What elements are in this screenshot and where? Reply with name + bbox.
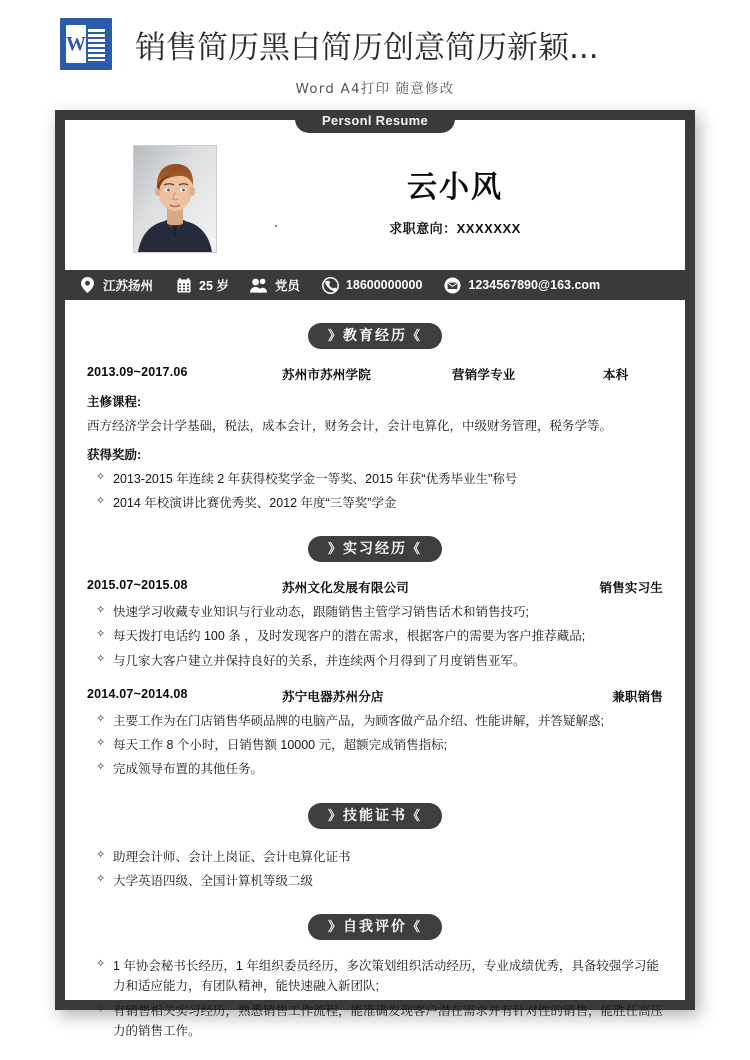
section-pill-skills <box>308 803 442 829</box>
list-item <box>87 735 663 755</box>
pill-bracket-right: 《 <box>407 807 423 823</box>
diamond-bullet-icon: ✧ <box>96 872 106 885</box>
diamond-bullet-icon: ✧ <box>96 652 106 665</box>
section-pill-education <box>308 323 442 349</box>
resume-tab-label: Personl Resume <box>295 110 455 133</box>
awards-list <box>87 469 663 514</box>
list-item <box>87 871 663 891</box>
internship-period: 2014.07~2014.08 <box>87 686 188 701</box>
promo-title: 销售简历黑白简历创意简历新颖... <box>135 29 599 66</box>
contact-phone-value: 18600000000 <box>345 278 423 292</box>
internship-bullet-text: 每天工作 8 个小时，日销售额 10000 元，超额完成销售指标; <box>113 738 448 753</box>
diamond-bullet-icon: ✧ <box>96 712 106 725</box>
education-school: 苏州市苏州学院 <box>282 367 371 382</box>
self-eval-text: 有销售相关实习经历，熟悉销售工作流程，能准确发现客户潜在需求并有针对性的销售，能胜任高压力的销售工作。 <box>113 1003 664 1038</box>
diamond-bullet-icon: ✧ <box>96 848 106 861</box>
internship-period: 2015.07~2015.08 <box>87 578 188 593</box>
contact-location-value: 江苏扬州 <box>103 279 154 293</box>
contact-email <box>444 277 600 294</box>
list-item <box>87 651 663 671</box>
internship-bullet-text: 完成领导布置的其他任务。 <box>113 762 264 777</box>
promo-banner <box>0 0 750 105</box>
internship-role: 销售实习生 <box>599 581 663 596</box>
diamond-bullet-icon: ✧ <box>96 1002 106 1015</box>
candidate-name: 云小风 <box>407 170 503 205</box>
diamond-bullet-icon: ✧ <box>96 737 106 750</box>
award-text: 2014 年校演讲比赛优秀奖、2012 年度“三等奖”学金 <box>113 495 397 510</box>
contact-phone <box>322 277 422 294</box>
pill-bracket-left: 》 <box>327 328 343 343</box>
internship-company: 苏州文化发展有限公司 <box>282 581 410 596</box>
resume-inner <box>65 120 685 1038</box>
internship-company: 苏宁电器苏州分店 <box>282 689 384 704</box>
section-pill-self-eval <box>308 914 442 940</box>
word-document-icon: W <box>60 18 112 70</box>
contact-age-value: 25 岁 <box>199 279 229 293</box>
education-period: 2013.09~2017.06 <box>87 364 188 379</box>
list-item <box>87 759 663 779</box>
pill-bracket-right: 《 <box>407 919 423 935</box>
pill-bracket-left: 》 <box>327 919 343 935</box>
diamond-bullet-icon: ✧ <box>96 604 106 617</box>
stray-dot <box>275 225 277 227</box>
diamond-bullet-icon: ✧ <box>96 628 106 641</box>
section-title-internship: 实习经历 <box>343 540 407 557</box>
promo-subtitle: Word A4打印 随意修改 <box>295 81 455 97</box>
contact-political-status-value: 党员 <box>274 279 300 293</box>
list-item <box>87 847 663 867</box>
list-item <box>87 956 663 997</box>
skill-text: 助理会计师、会计上岗证、会计电算化证书 <box>113 849 351 864</box>
phone-icon <box>322 277 339 294</box>
internship-row-2 <box>87 687 663 705</box>
education-degree: 本科 <box>603 367 629 382</box>
avatar <box>133 145 217 253</box>
promo-header-row <box>0 0 750 70</box>
self-eval-list <box>87 956 663 1041</box>
courses-label: 主修课程: <box>87 394 142 409</box>
list-item <box>87 711 663 731</box>
list-item <box>87 626 663 646</box>
award-text: 2013-2015 年连续 2 年获得校奖学金一等奖、2015 年获“优秀毕业生”称号 <box>113 471 518 486</box>
contact-political-status <box>251 276 300 294</box>
internship-bullet-text: 每天拨打电话约 100 条 ，及时发现客户的潜在需求，根据客户的需要为客户推荐藏品; <box>113 629 586 644</box>
resume-body <box>65 323 685 1041</box>
section-header-education <box>87 323 663 349</box>
internship-bullet-text: 与几家大客户建立并保持良好的关系，并连续两个月得到了月度销售亚军。 <box>113 653 526 668</box>
resume-page <box>55 110 695 1038</box>
internship-bullet-text: 快速学习收藏专业知识与行业动态，跟随销售主管学习销售话术和销售技巧; <box>113 605 529 620</box>
pill-bracket-right: 《 <box>407 328 423 343</box>
section-header-self-eval <box>87 914 663 940</box>
skills-list <box>87 847 663 892</box>
self-eval-text: 1 年协会秘书长经历，1 年组织委员经历，多次策划组织活动经历，专业成绩优秀，具备较强学习能力和适应能力，有团队精神，能快速融入新团队; <box>113 959 659 994</box>
contact-location <box>79 276 153 294</box>
education-row <box>87 365 663 383</box>
contact-age <box>175 276 229 294</box>
courses-text: 西方经济学会计学基础，税法，成本会计，财务会计，会计电算化，中级财务管理，税务学等。 <box>87 418 613 433</box>
skill-text: 大学英语四级、全国计算机等级二级 <box>113 873 314 888</box>
contact-email-value: 1234567890@163.com <box>468 278 601 292</box>
name-block <box>245 162 665 237</box>
people-icon <box>251 277 268 294</box>
section-title-education: 教育经历 <box>343 327 407 343</box>
list-item <box>87 1001 663 1042</box>
diamond-bullet-icon: ✧ <box>96 761 106 774</box>
pill-bracket-left: 》 <box>327 541 343 557</box>
internship-bullets-1 <box>87 602 663 671</box>
portrait-photo-icon <box>134 146 216 252</box>
section-pill-internship <box>308 536 442 562</box>
pill-bracket-left: 》 <box>327 807 343 823</box>
diamond-bullet-icon: ✧ <box>96 494 106 507</box>
contact-bar <box>65 270 685 300</box>
list-item <box>87 469 663 489</box>
calendar-icon <box>175 277 192 294</box>
diamond-bullet-icon: ✧ <box>96 958 106 970</box>
internship-bullet-text: 主要工作为在门店销售华硕品牌的电脑产品，为顾客做产品介绍、性能讲解，并答疑解惑; <box>113 713 604 728</box>
internship-bullets-2 <box>87 711 663 780</box>
list-item <box>87 602 663 622</box>
pill-bracket-right: 《 <box>407 541 423 557</box>
awards-label: 获得奖励: <box>87 447 142 462</box>
education-major: 营销学专业 <box>452 367 516 382</box>
location-pin-icon <box>79 277 96 294</box>
section-header-skills <box>87 803 663 829</box>
internship-row-1 <box>87 578 663 596</box>
resume-header <box>65 120 685 270</box>
diamond-bullet-icon: ✧ <box>96 470 106 483</box>
section-title-self-eval: 自我评价 <box>343 918 407 935</box>
list-item <box>87 493 663 513</box>
envelope-icon <box>444 277 461 294</box>
section-title-skills: 技能证书 <box>343 806 407 823</box>
job-intent: 求职意向：XXXXXXX <box>389 221 521 236</box>
section-header-internship <box>87 536 663 562</box>
internship-role: 兼职销售 <box>612 689 663 704</box>
